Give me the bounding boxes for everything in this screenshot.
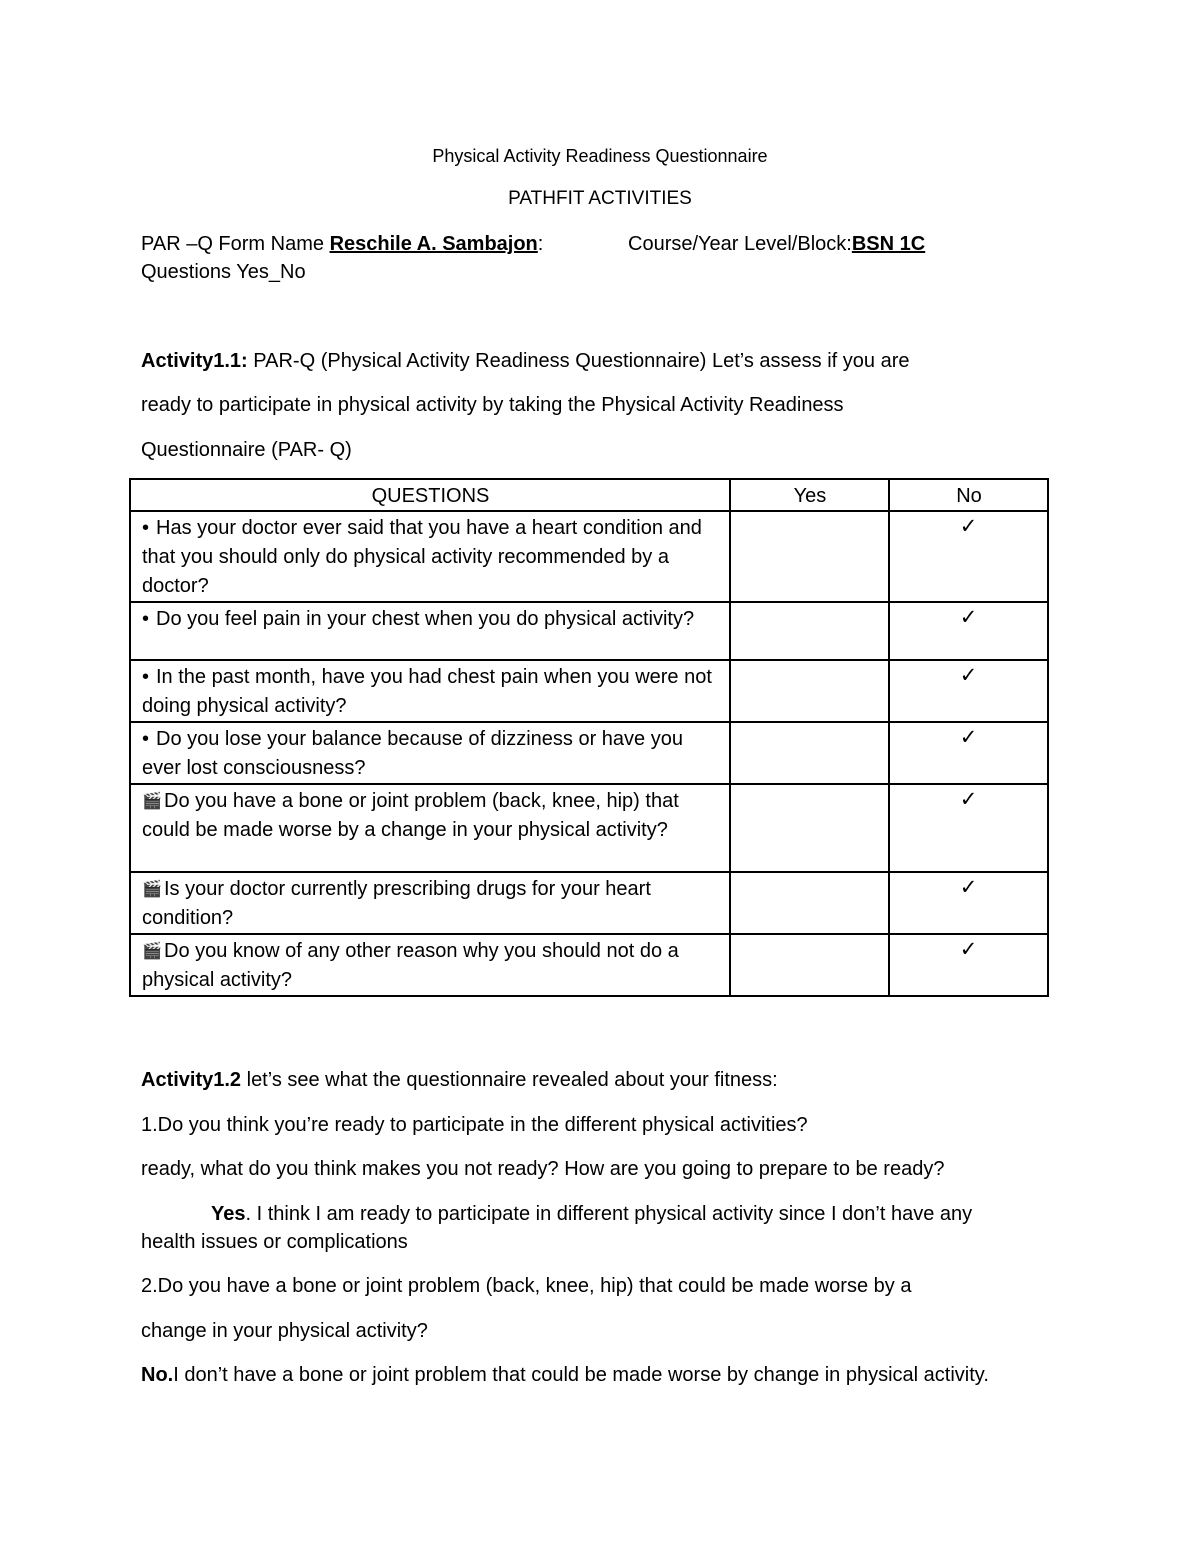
header-no: No	[889, 479, 1048, 511]
question-2-line-1: 2.Do you have a bone or joint problem (back, knee, hip) that could be made worse by a	[141, 1275, 912, 1297]
question-cell	[130, 602, 730, 660]
bullet-icon: •	[142, 608, 150, 630]
course-value: BSN 1C	[851, 233, 926, 255]
yes-cell	[730, 722, 889, 784]
student-name: Reschile A. Sambajon	[329, 233, 538, 255]
table-row	[130, 934, 1048, 996]
activity-1-1-line-3: Questionnaire (PAR- Q)	[141, 439, 352, 461]
activity-1-1-line-1	[141, 350, 909, 373]
page-title: Physical Activity Readiness Questionnaire	[432, 146, 768, 166]
answer-2-text: I don’t have a bone or joint problem that could be made worse by change in physical activity.	[173, 1364, 989, 1386]
question-text: In the past month, have you had chest pain when you were not doing physical activity?	[142, 666, 712, 717]
activity-1-2-intro-text: let’s see what the questionnaire revealed about your fitness:	[241, 1069, 778, 1091]
bullet-icon: •	[142, 728, 150, 750]
yes-cell	[730, 511, 889, 602]
table-row	[130, 602, 1048, 660]
no-cell: ✓	[889, 660, 1048, 722]
clapperboard-icon: 🎬	[142, 881, 162, 898]
question-2-line-2: change in your physical activity?	[141, 1320, 428, 1342]
no-cell: ✓	[889, 872, 1048, 934]
question-text: Is your doctor currently prescribing drugs for your heart condition?	[142, 878, 651, 929]
question-cell	[130, 872, 730, 934]
course-line	[628, 233, 925, 256]
course-label: Course/Year Level/Block:	[628, 233, 852, 255]
question-text: Do you feel pain in your chest when you do physical activity?	[156, 608, 695, 630]
question-cell	[130, 934, 730, 996]
answer-1-keyword: Yes	[211, 1203, 246, 1225]
questions-yes-no-line: Questions Yes_No	[141, 261, 306, 283]
no-cell: ✓	[889, 511, 1048, 602]
no-cell: ✓	[889, 602, 1048, 660]
answer-2	[141, 1364, 989, 1387]
answer-1-line-1	[211, 1203, 972, 1226]
activity-1-1-label: Activity1.1:	[141, 350, 248, 372]
table-row	[130, 784, 1048, 872]
activity-1-2-intro	[141, 1069, 778, 1092]
no-cell: ✓	[889, 934, 1048, 996]
answer-1-line-2: health issues or complications	[141, 1231, 408, 1253]
bullet-icon: •	[142, 517, 150, 539]
activity-1-2-label: Activity1.2	[141, 1069, 242, 1091]
yes-cell	[730, 784, 889, 872]
clapperboard-icon: 🎬	[142, 943, 162, 960]
yes-cell	[730, 934, 889, 996]
question-1: 1.Do you think you’re ready to participate in the different physical activities?	[141, 1114, 808, 1136]
answer-2-keyword: No.	[141, 1364, 174, 1386]
table-row	[130, 872, 1048, 934]
no-cell: ✓	[889, 722, 1048, 784]
activity-1-1-text-1: PAR-Q (Physical Activity Readiness Questionnaire) Let’s assess if you are	[247, 350, 910, 372]
form-name-prefix: PAR –Q Form Name	[141, 233, 330, 255]
question-cell	[130, 511, 730, 602]
bullet-icon: •	[142, 666, 150, 688]
yes-cell	[730, 660, 889, 722]
table-row	[130, 722, 1048, 784]
question-text: Has your doctor ever said that you have a heart condition and that you should only do physical activity recommended by a doctor?	[142, 517, 702, 597]
table-row	[130, 660, 1048, 722]
form-name-suffix: :	[537, 233, 544, 255]
activity-1-1-line-2: ready to participate in physical activity by taking the Physical Activity Readiness	[141, 394, 844, 416]
question-text: Do you have a bone or joint problem (back, knee, hip) that could be made worse by a change in your physical activity?	[142, 790, 679, 841]
table-header-row	[130, 479, 1048, 511]
header-yes: Yes	[730, 479, 889, 511]
table-row	[130, 511, 1048, 602]
question-cell	[130, 784, 730, 872]
question-text: Do you know of any other reason why you should not do a physical activity?	[142, 940, 679, 991]
question-text: Do you lose your balance because of dizziness or have you ever lost consciousness?	[142, 728, 683, 779]
question-cell	[130, 660, 730, 722]
no-cell: ✓	[889, 784, 1048, 872]
yes-cell	[730, 872, 889, 934]
answer-1-text: . I think I am ready to participate in different physical activity since I don’t have any	[245, 1203, 973, 1225]
question-1-continued: ready, what do you think makes you not ready? How are you going to prepare to be ready?	[141, 1158, 945, 1180]
header-questions: QUESTIONS	[130, 479, 730, 511]
parq-table	[129, 478, 1049, 997]
page-subtitle: PATHFIT ACTIVITIES	[508, 188, 692, 209]
yes-cell	[730, 602, 889, 660]
question-cell	[130, 722, 730, 784]
clapperboard-icon: 🎬	[142, 793, 162, 810]
form-name-line	[141, 233, 543, 256]
